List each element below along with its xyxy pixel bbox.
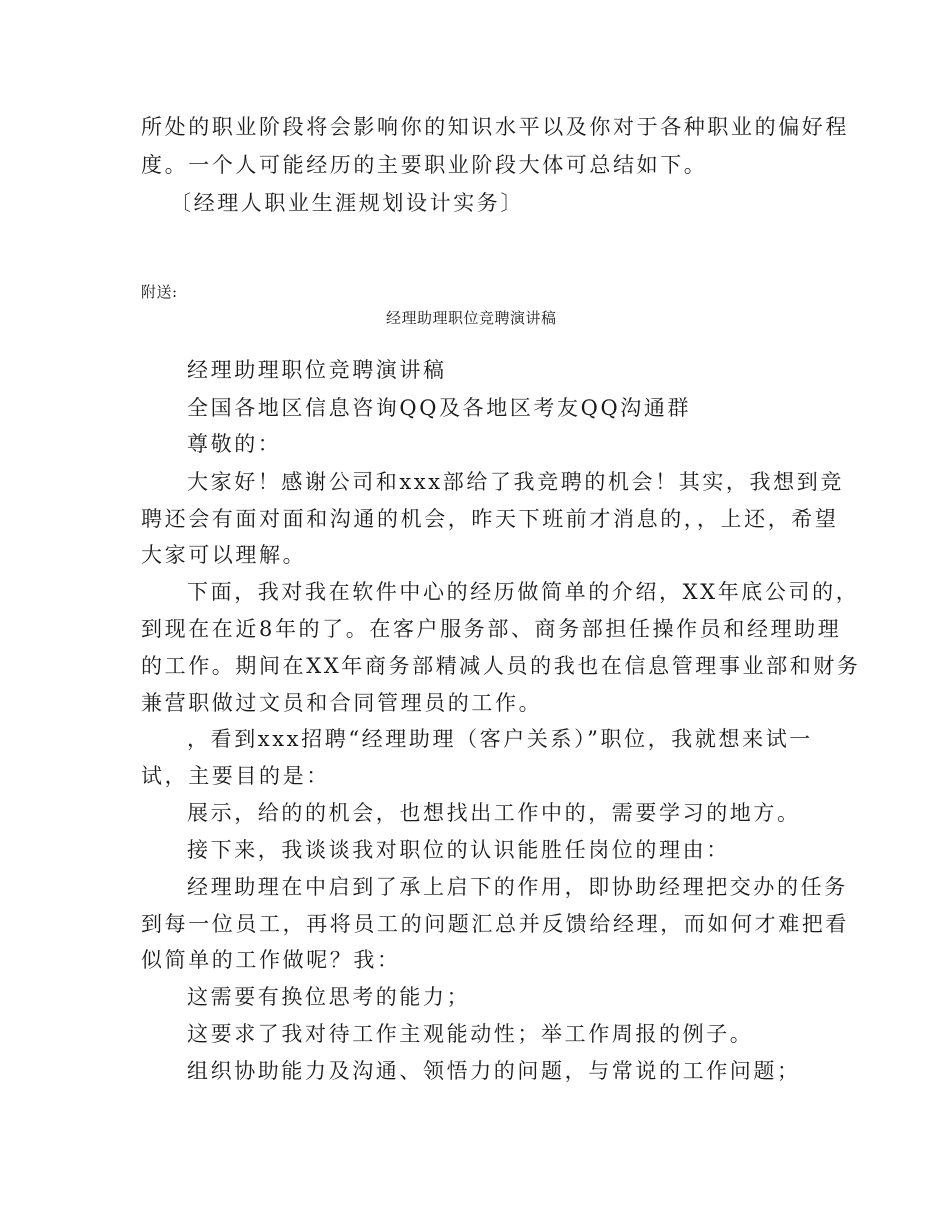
body-line-15: 经理助理在中启到了承上启下的作用，即协助经理把交办的任务 <box>187 875 848 899</box>
body-line-3: 尊敬的： <box>187 432 282 456</box>
body-line-1: 经理助理职位竞聘演讲稿 <box>187 358 447 382</box>
body-line-6: 大家可以理解。 <box>141 543 307 567</box>
body-line-2: 全国各地区信息咨询QQ及各地区考友QQ沟通群 <box>187 396 692 420</box>
body-line-9: 的工作。期间在XX年商务部精减人员的我也在信息管理事业部和财务 <box>141 654 861 678</box>
intro-line-3: 〔经理人职业生涯规划设计实务〕 <box>170 191 524 215</box>
appendix-title: 经理助理职位竞聘演讲稿 <box>386 309 557 327</box>
body-line-14: 接下来，我谈谈我对职位的认识能胜任岗位的理由： <box>187 838 730 862</box>
body-line-10: 兼营职做过文员和合同管理员的工作。 <box>141 691 543 715</box>
intro-line-2: 度。一个人可能经历的主要职业阶段大体可总结如下。 <box>141 153 708 177</box>
body-line-5: 聘还会有面对面和沟通的机会，昨天下班前才消息的，，上还，希望 <box>141 507 839 531</box>
body-line-20: 组织协助能力及沟通、领悟力的问题，与常说的工作问题； <box>187 1059 801 1083</box>
body-line-19: 这要求了我对待工作主观能动性；举工作周报的例子。 <box>187 1022 754 1046</box>
body-line-7: 下面，我对我在软件中心的经历做简单的介绍，XX年底公司的， <box>187 580 860 604</box>
body-line-17: 似简单的工作做呢？我： <box>141 948 401 972</box>
body-line-12: 试，主要目的是： <box>141 764 330 788</box>
body-line-13: 展示，给的的机会，也想找出工作中的，需要学习的地方。 <box>187 801 801 825</box>
body-line-16: 到每一位员工，再将员工的问题汇总并反馈给经理，而如何才难把看 <box>141 912 849 936</box>
body-line-11: ，看到xxx招聘“经理助理（客户关系）”职位，我就想来试一 <box>187 727 813 751</box>
intro-line-1: 所处的职业阶段将会影响你的知识水平以及你对于各种职业的偏好程 <box>141 115 849 139</box>
body-line-4: 大家好！感谢公司和xxx部给了我竞聘的机会！其实，我想到竞 <box>187 470 844 494</box>
body-line-18: 这需要有换位思考的能力； <box>187 985 471 1009</box>
appendix-label: 附送: <box>141 283 178 301</box>
body-line-8: 到现在在近8年的了。在客户服务部、商务部担任操作员和经理助理 <box>141 617 842 641</box>
